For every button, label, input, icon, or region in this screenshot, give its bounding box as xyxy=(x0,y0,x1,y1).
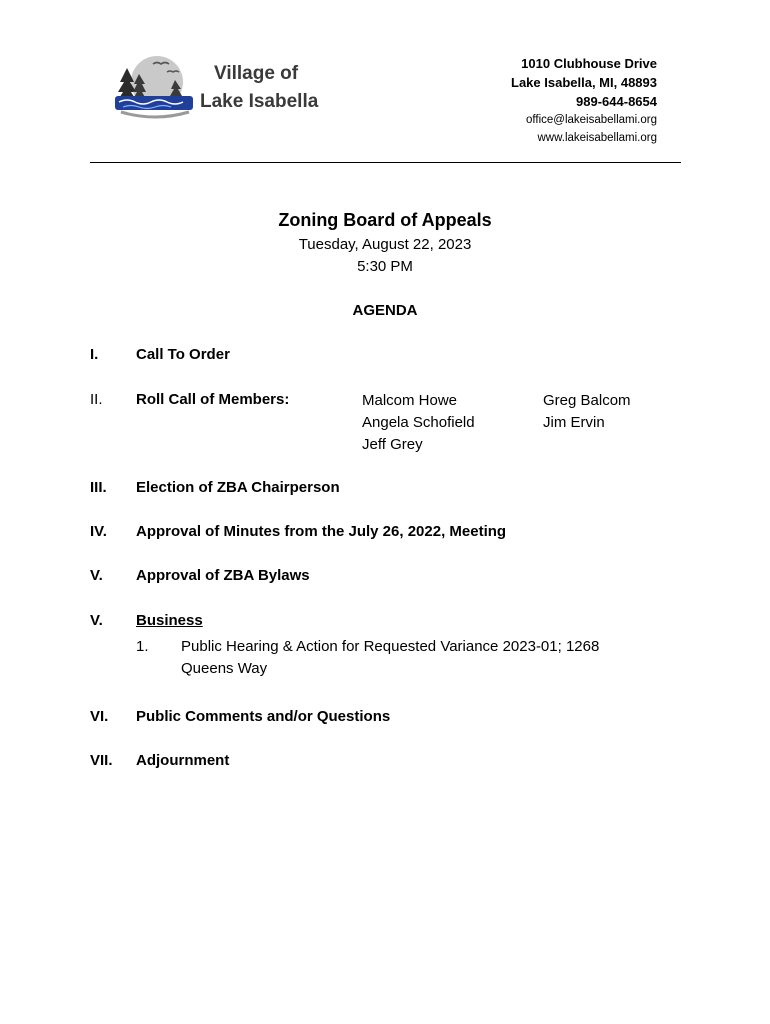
contact-block xyxy=(511,54,657,147)
address-line-2: Lake Isabella, MI, 48893 xyxy=(511,75,657,90)
business-sub-item xyxy=(181,636,599,680)
website-link[interactable]: www.lakeisabellami.org xyxy=(537,132,657,144)
member-name: Angela Schofield xyxy=(362,414,475,431)
logo-line-2: Lake Isabella xyxy=(200,91,319,112)
item-adjournment: Adjournment xyxy=(136,752,230,769)
item-number-4: IV. xyxy=(90,523,107,540)
member-name: Greg Balcom xyxy=(543,392,631,409)
agenda-heading: AGENDA xyxy=(352,302,418,319)
member-name: Malcom Howe xyxy=(362,392,458,409)
logo-line-1: Village of xyxy=(214,63,299,84)
item-business: Business xyxy=(136,612,203,629)
member-name: Jeff Grey xyxy=(362,436,423,453)
item-roll-call: Roll Call of Members: xyxy=(136,391,290,408)
meeting-time: 5:30 PM xyxy=(357,258,413,275)
village-logo xyxy=(113,52,195,124)
member-name: Jim Ervin xyxy=(543,414,605,431)
item-number-7: VI. xyxy=(90,708,109,725)
logo-text xyxy=(200,60,318,116)
header-divider xyxy=(90,162,681,163)
item-call-to-order: Call To Order xyxy=(136,346,230,363)
item-number-8: VII. xyxy=(90,752,113,769)
meeting-date: Tuesday, August 22, 2023 xyxy=(298,236,472,253)
business-sub-line-2: Queens Way xyxy=(181,660,268,677)
item-number-5: V. xyxy=(90,567,103,584)
business-sub-number: 1. xyxy=(136,638,149,655)
business-sub-line-1: Public Hearing & Action for Requested Variance 2023-01; 1268 xyxy=(181,638,600,655)
email-link[interactable]: office@lakeisabellami.org xyxy=(526,114,657,126)
item-number-3: III. xyxy=(90,479,107,496)
item-approval-minutes: Approval of Minutes from the July 26, 2022, Meeting xyxy=(136,523,507,540)
item-election: Election of ZBA Chairperson xyxy=(136,479,340,496)
item-number-2: II. xyxy=(90,391,103,408)
item-public-comments: Public Comments and/or Questions xyxy=(136,708,391,725)
item-number-6: V. xyxy=(90,612,103,629)
phone: 989-644-8654 xyxy=(576,94,657,109)
meeting-title: Zoning Board of Appeals xyxy=(278,210,492,230)
item-approval-bylaws: Approval of ZBA Bylaws xyxy=(136,567,310,584)
address-line-1: 1010 Clubhouse Drive xyxy=(521,56,657,71)
members-column-1 xyxy=(362,390,475,456)
item-number-1: I. xyxy=(90,346,99,363)
members-column-2 xyxy=(543,390,631,434)
